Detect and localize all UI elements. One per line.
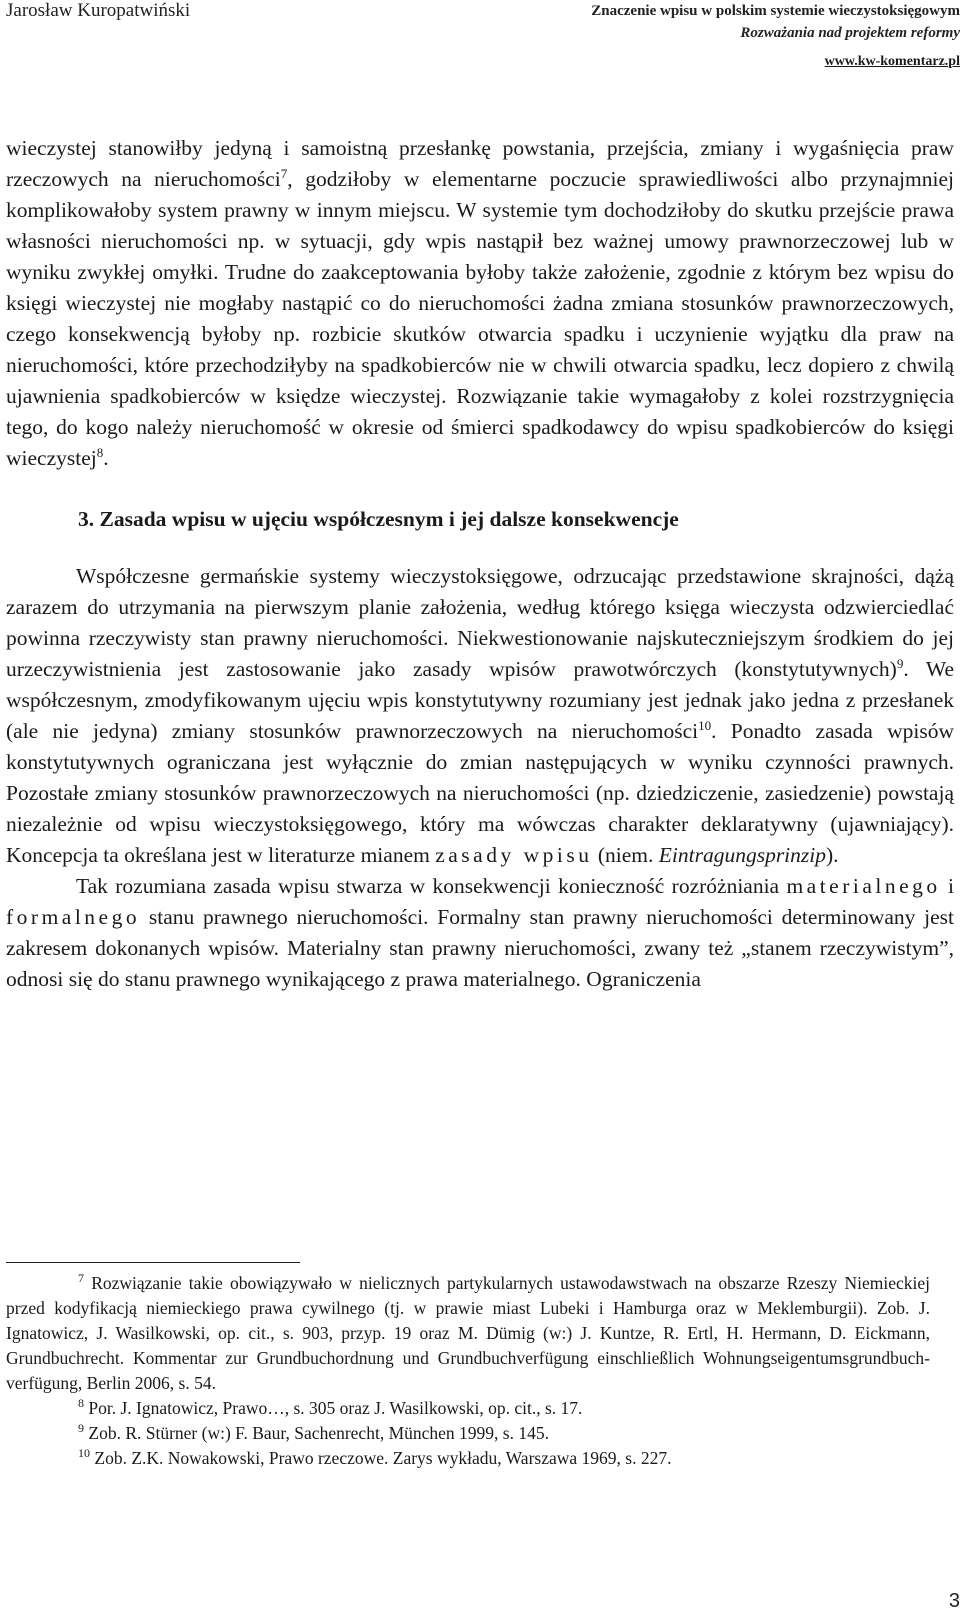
- footnote-text: Zob. R. Stürner (w:) F. Baur, Sachenrecht, München 1999, s. 145.: [84, 1423, 549, 1443]
- author-name: Jarosław Kuropatwiński: [6, 0, 191, 21]
- footnote-7: [6, 1271, 930, 1396]
- german-term: Eintragungsprinzip: [658, 843, 826, 867]
- document-title: Znaczenie wpisu w polskim systemie wieczystoksięgowym: [591, 3, 960, 19]
- paragraph-3-text-b: i: [940, 874, 954, 898]
- footnote-ref-8[interactable]: 8: [96, 444, 104, 460]
- paragraph-2-text-c: . Ponadto zasada wpisów konstytutywnych ograniczana jest wyłącznie do zmian następujących w wyniku czynności prawnych. Pozostałe zmiany stosunków prawnorzeczowych na nieruchomości (np. dziedziczenie, zasiedzenie) powstają niezależnie od wpisu wieczystoksięgowego, który ma wówczas charakter deklaratywny (ujawniający). Koncepcja ta określana jest w literaturze mianem: [6, 719, 955, 867]
- page-header: [0, 0, 960, 80]
- page-number: 3: [948, 1590, 960, 1612]
- footnote-number: 9: [78, 1421, 84, 1436]
- paragraph-2-text-b: . We współczesnym, zmodyfikowanym ujęciu wpis konstytutywny rozumiany jest jednak jako jedna z przesłanek (ale nie jedyna) zmiany stosunków prawnorzeczowych na nieruchomości: [6, 657, 954, 743]
- footnote-10: [6, 1446, 930, 1471]
- paragraph-2-text-a: Współczesne germańskie systemy wieczystoksięgowe, odrzucając przedstawione skrajności, dążą zarazem do utrzymania na pierwszym planie założenia, według którego księga wieczysta odzwierciedlać powinna rzeczywisty stan prawny nieruchomości. Niekwestionowanie najskuteczniejszym środkiem do jej urzeczywistnienia jest zastosowanie jako zasady wpisów prawotwórczych (konstytutywnych): [6, 564, 954, 681]
- footnote-number: 10: [78, 1446, 90, 1461]
- paragraph-1-text-c: .: [103, 446, 109, 470]
- footnote-text: Zob. Z.K. Nowakowski, Prawo rzeczowe. Zarys wykładu, Warszawa 1969, s. 227.: [90, 1448, 672, 1468]
- footnote-ref-10[interactable]: 10: [698, 717, 712, 733]
- paragraph-2-text-e: ).: [826, 843, 839, 867]
- paragraph-2-text-d: (niem.: [592, 843, 659, 867]
- document-title-block: [591, 0, 960, 44]
- website-link[interactable]: www.kw-komentarz.pl: [824, 54, 960, 69]
- section-heading: 3. Zasada wpisu w ujęciu współczesnym i jej dalsze konsekwencje: [78, 507, 679, 531]
- paragraph-3-text-a: Tak rozumiana zasada wpisu stwarza w konsekwencji konieczność rozróżniania: [76, 874, 787, 898]
- paragraph-1-text-a: wieczystej stanowiłby jedyną i samoistną przesłankę powstania, przejścia, zmiany i wygaśnięcia praw rzeczowych na nieruchomości: [6, 136, 954, 191]
- footnote-8: [6, 1396, 930, 1421]
- document-subtitle: Rozważania nad projektem reformy: [740, 25, 960, 41]
- paragraph-1: [6, 133, 954, 474]
- spaced-term-materialnego: materialnego: [786, 874, 941, 898]
- paragraph-2: [6, 561, 954, 871]
- footnote-9: [6, 1421, 930, 1446]
- main-text: [6, 133, 954, 995]
- footnote-number: 7: [78, 1271, 84, 1286]
- paragraph-3: [6, 871, 954, 995]
- footnotes: [6, 1271, 930, 1471]
- footnote-ref-9[interactable]: 9: [896, 655, 904, 671]
- footnote-ref-7[interactable]: 7: [280, 165, 288, 181]
- paragraph-3-text-c: stanu prawnego nieruchomości. Formalny stan prawny nieruchomości determinowany jest zakresem dokonanych wpisów. Materialny stan prawny nieruchomości, zwany też „stanem rzeczywistym”, odnosi się do stanu prawnego wynikającego z prawa materialnego. Ograniczenia: [6, 905, 954, 991]
- footnote-text: Por. J. Ignatowicz, Prawo…, s. 305 oraz J. Wasilkowski, op. cit., s. 17.: [84, 1398, 583, 1418]
- spaced-term-formalnego: formalnego: [6, 905, 141, 929]
- footnote-text: Rozwiązanie takie obowiązywało w nielicznych partykularnych ustawodawstwach na obszarze Rzeszy Niemieckiej przed kodyfikacją niemieckiego prawa cywilnego (tj. w prawie miast Lubeki i Hamburga oraz w Meklemburgii). Zob. J. Ignatowicz, J. Wasilkowski, op. cit., s. 903, przyp. 19 oraz M. Dümig (w:) J. Kuntze, R. Ertl, H. Hermann, D. Eickmann, Grundbuchrecht. Kommentar zur Grundbuchordnung und Grundbuchverfügung einschließlich Wohnungseigentumsgrundbuch-verfügung, Berlin 2006, s. 54.: [6, 1273, 930, 1393]
- paragraph-1-text-b: , godziłoby w elementarne poczucie sprawiedliwości albo przynajmniej komplikowałoby system prawny w innym miejscu. W systemie tym dochodziłoby do skutku przejście prawa własności nieruchomości np. w sytuacji, gdy wpis nastąpił bez ważnej umowy prawnorzeczowej lub w wyniku zwykłej omyłki. Trudne do zaakceptowania byłoby także założenie, zgodnie z którym bez wpisu do księgi wieczystej nie mogłaby nastąpić co do nieruchomości żadna zmiana stosunków prawnorzeczowych, czego konsekwencją byłoby np. rozbicie skutków otwarcia spadku i uczynienie wyjątku dla praw na nieruchomości, które przechodziłyby na spadkobierców nie w chwili otwarcia spadku, lecz dopiero z chwilą ujawnienia spadkobierców w księdze wieczystej. Rozwiązanie takie wymagałoby z kolei rozstrzygnięcia tego, do kogo należy nieruchomość w okresie od śmierci spadkodawcy do wpisu spadkobierców do księgi wieczystej: [6, 167, 954, 470]
- spaced-term-zasady-wpisu: zasady wpisu: [435, 843, 593, 867]
- footnote-number: 8: [78, 1396, 84, 1411]
- footnote-separator: [6, 1262, 300, 1263]
